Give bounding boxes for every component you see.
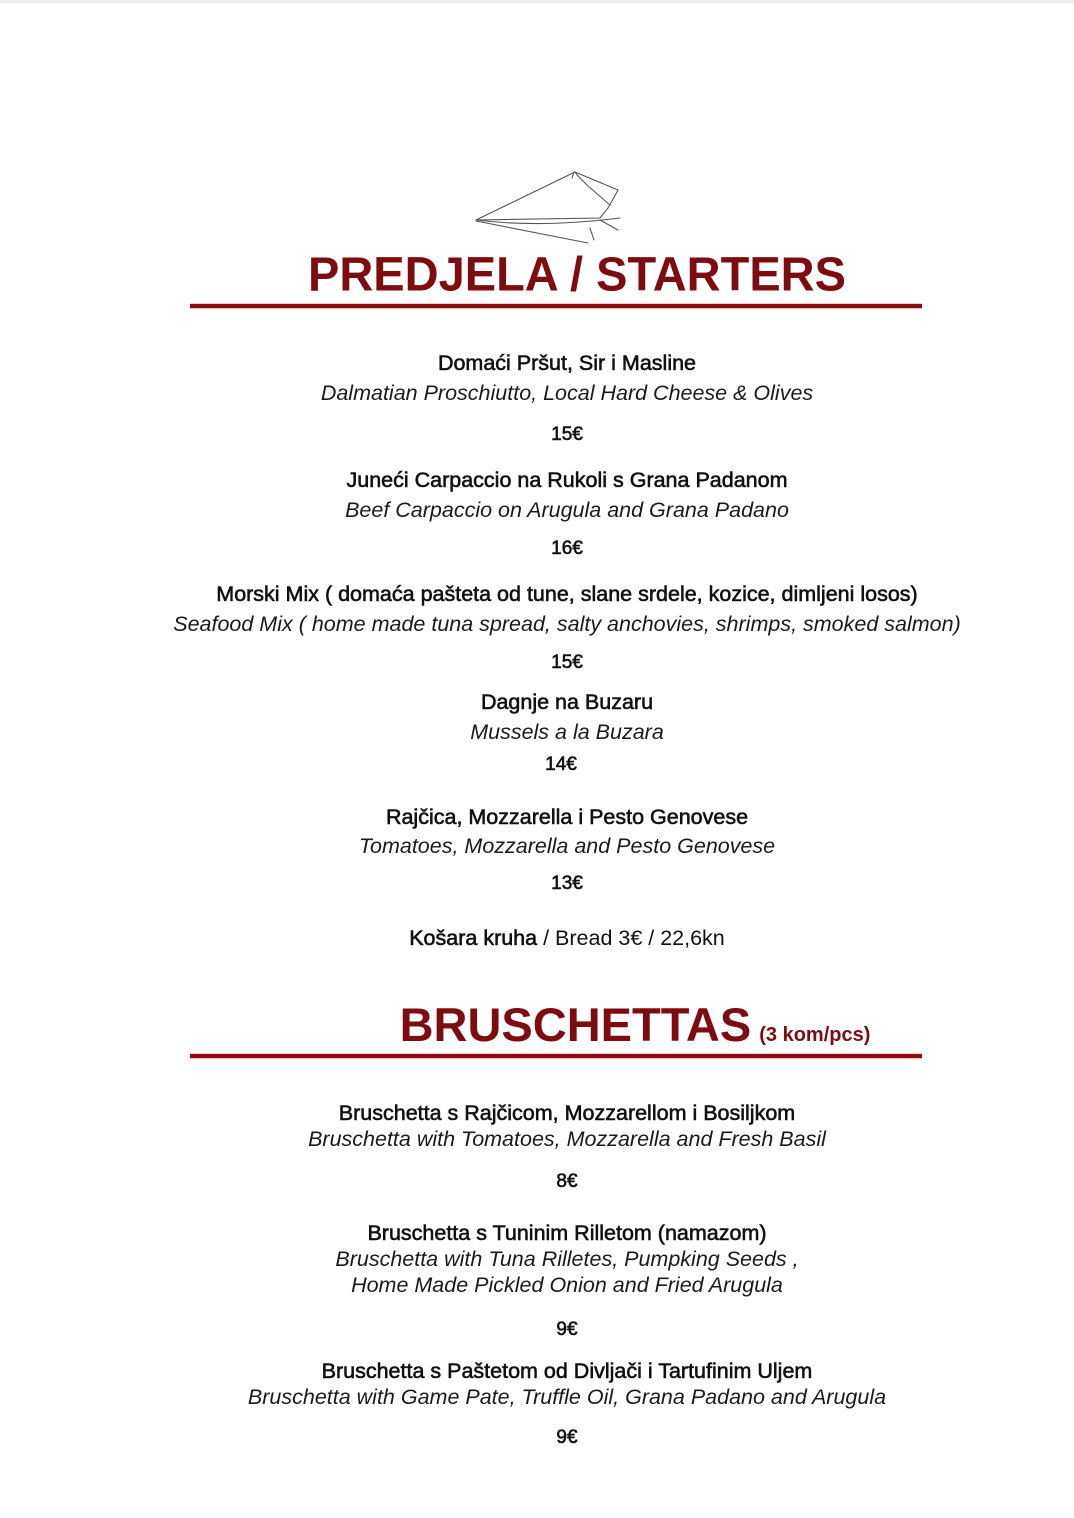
bread-price: / Bread 3€ / 22,6kn xyxy=(537,926,725,950)
item-description: Bruschetta with Game Pate, Truffle Oil, Grana Padano and Arugula xyxy=(247,1385,887,1409)
item-description: Beef Carpaccio on Arugula and Grana Padano xyxy=(345,498,789,522)
item-price: 8€ xyxy=(556,1171,578,1192)
item-name: Bruschetta s Tuninim Rilletom (namazom) xyxy=(367,1221,767,1245)
top-border xyxy=(0,0,1074,3)
item-description: Mussels a la Buzara xyxy=(470,720,664,744)
item-name: Morski Mix ( domaća pašteta od tune, slane srdele, kozice, dimljeni losos) xyxy=(216,582,918,606)
bread-name: Košara kruha xyxy=(409,926,538,950)
item-name: Bruschetta s Paštetom od Divljači i Tartufinim Uljem xyxy=(321,1359,813,1383)
section-title-starters: PREDJELA / STARTERS xyxy=(308,246,846,301)
item-price: 16€ xyxy=(551,538,583,559)
item-name: Dagnje na Buzaru xyxy=(480,690,654,714)
item-description: Seafood Mix ( home made tuna spread, salty anchovies, shrimps, smoked salmon) xyxy=(173,612,961,636)
item-description: Bruschetta with Tuna Rilletes, Pumpking Seeds , xyxy=(335,1247,799,1271)
item-description-2: Home Made Pickled Onion and Fried Arugula xyxy=(351,1273,783,1297)
section-divider xyxy=(190,1054,922,1058)
section-subtitle: (3 kom/pcs) xyxy=(759,1024,871,1046)
bread-basket-line xyxy=(0,925,1074,951)
item-price: 9€ xyxy=(556,1427,578,1448)
item-name: Juneći Carpaccio na Rukoli s Grana Padanom xyxy=(346,468,788,492)
section-title-text: BRUSCHETTAS xyxy=(399,998,752,1051)
item-price: 14€ xyxy=(545,754,577,775)
item-description: Bruschetta with Tomatoes, Mozzarella and Fresh Basil xyxy=(308,1127,826,1151)
item-description: Dalmatian Proschiutto, Local Hard Cheese & Olives xyxy=(320,381,814,405)
section-title-bruschettas xyxy=(98,997,1074,1052)
item-name: Bruschetta s Rajčicom, Mozzarellom i Bosiljkom xyxy=(338,1101,796,1125)
item-price: 13€ xyxy=(551,873,583,894)
item-description: Tomatoes, Mozzarella and Pesto Genovese xyxy=(358,834,776,858)
folded-napkin-sketch-icon xyxy=(470,150,635,250)
item-name: Rajčica, Mozzarella i Pesto Genovese xyxy=(385,805,749,829)
item-name: Domaći Pršut, Sir i Masline xyxy=(437,351,697,375)
section-divider xyxy=(190,304,922,308)
item-price: 15€ xyxy=(551,652,583,673)
item-price: 9€ xyxy=(556,1319,578,1340)
item-price: 15€ xyxy=(551,424,583,445)
